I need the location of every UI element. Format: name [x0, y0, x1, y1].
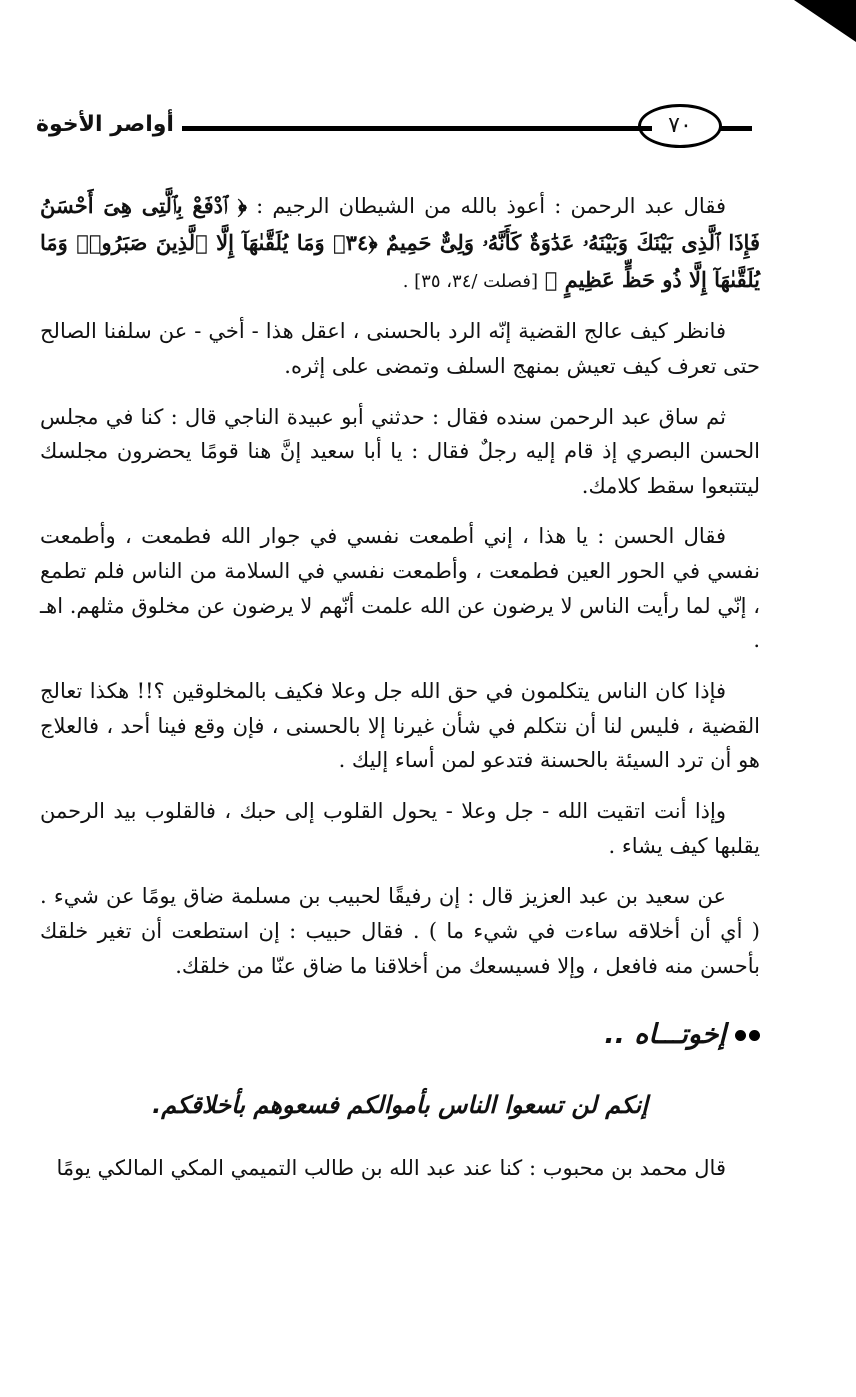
paragraph: عن سعيد بن عبد العزيز قال : إن رفيقًا لحبيب بن مسلمة ضاق يومًا عن شيء . ( أي أن أخلاقه ساءت في شيء ما ) . فقال حبيب : إن استطعت أن تغير خلقك بأحسن منه فافعل ، وإلا فسيسعك من أخلاقنا ما ضاق عنّا من خلقك. — [40, 884, 760, 978]
page-body — [40, 188, 760, 1202]
page-number: ٧٠ — [638, 104, 722, 148]
paragraph-quran-citation — [40, 188, 760, 298]
section-motto: إنكم لن تسعوا الناس بأموالكم فسعوهم بأخلاقكم. — [152, 1090, 648, 1119]
paragraph: وإذا أنت اتقيت الله - جل وعلا - يحول القلوب إلى حبك ، فالقلوب بيد الرحمن يقلبها كيف يشاء . — [40, 798, 760, 858]
bullet-icon — [732, 1013, 760, 1058]
page-corner-mark — [794, 0, 856, 42]
quran-verse: ﴿ ٱدْفَعْ بِٱلَّتِى هِىَ أَحْسَنُ فَإِذَا ٱلَّذِى بَيْنَكَ وَبَيْنَهُۥ عَدَٰوَةٌ كَأَنَّهُۥ وَلِىٌّ حَمِيمٌ ﴿٣٤﴾ وَمَا يُلَقَّىٰهَآ إِلَّا ٱلَّذِينَ صَبَرُوا۟ وَمَا يُلَقَّىٰهَآ إِلَّا ذُو حَظٍّ عَظِيمٍ ﴾ — [40, 193, 760, 292]
page-header — [30, 96, 752, 156]
paragraph: قال محمد بن محبوب : كنا عند عبد الله بن طالب التميمي المكي المالكي يومًا — [56, 1156, 726, 1181]
paragraph-intro: فقال عبد الرحمن : أعوذ بالله من الشيطان الرجيم : — [256, 194, 726, 218]
header-rule-right — [720, 126, 752, 131]
header-rule-left — [182, 126, 652, 131]
section-heading — [40, 1013, 760, 1058]
paragraph: ثم ساق عبد الرحمن سنده فقال : حدثني أبو عبيدة الناجي قال : كنا في مجلس الحسن البصري إذ قام إليه رجلٌ فقال : يا أبا سعيد إنَّ هنا قومًا يحضرون مجلسك ليتتبعوا سقط كلامك. — [40, 404, 760, 498]
paragraph: فقال الحسن : يا هذا ، إني أطمعت نفسي في جوار الله فطمعت ، وأطمعت نفسي في الحور العين فطمعت ، وأطمعت نفسي في السلامة من الناس فلم تطمع ، إنّي لما رأيت الناس لا يرضون عن الله علمت أنّهم لا يرضون عن مخلوق مثلهم. اهـ . — [40, 524, 760, 653]
paragraph: فانظر كيف عالج القضية إنّه الرد بالحسنى ، اعقل هذا - أخي - عن سلفنا الصالح حتى تعرف كيف تعيش بمنهج السلف وتمضى على إثره. — [40, 319, 760, 378]
section-heading-text: إخوتـــاه .. — [604, 1019, 726, 1051]
paragraph: فإذا كان الناس يتكلمون في حق الله جل وعلا فكيف بالمخلوقين ؟!! هكذا تعالج القضية ، فليس لنا أن نتكلم في شأن غيرنا إلا بالحسنى ، فإن وقع فينا أحد ، فالعلاج هو أن ترد السيئة بالحسنة فتدعو لمن أساء إليك . — [40, 679, 760, 773]
verse-reference: [فصلت /٣٤، ٣٥] . — [402, 270, 539, 292]
running-title: أواصر الأخوة — [36, 112, 174, 137]
